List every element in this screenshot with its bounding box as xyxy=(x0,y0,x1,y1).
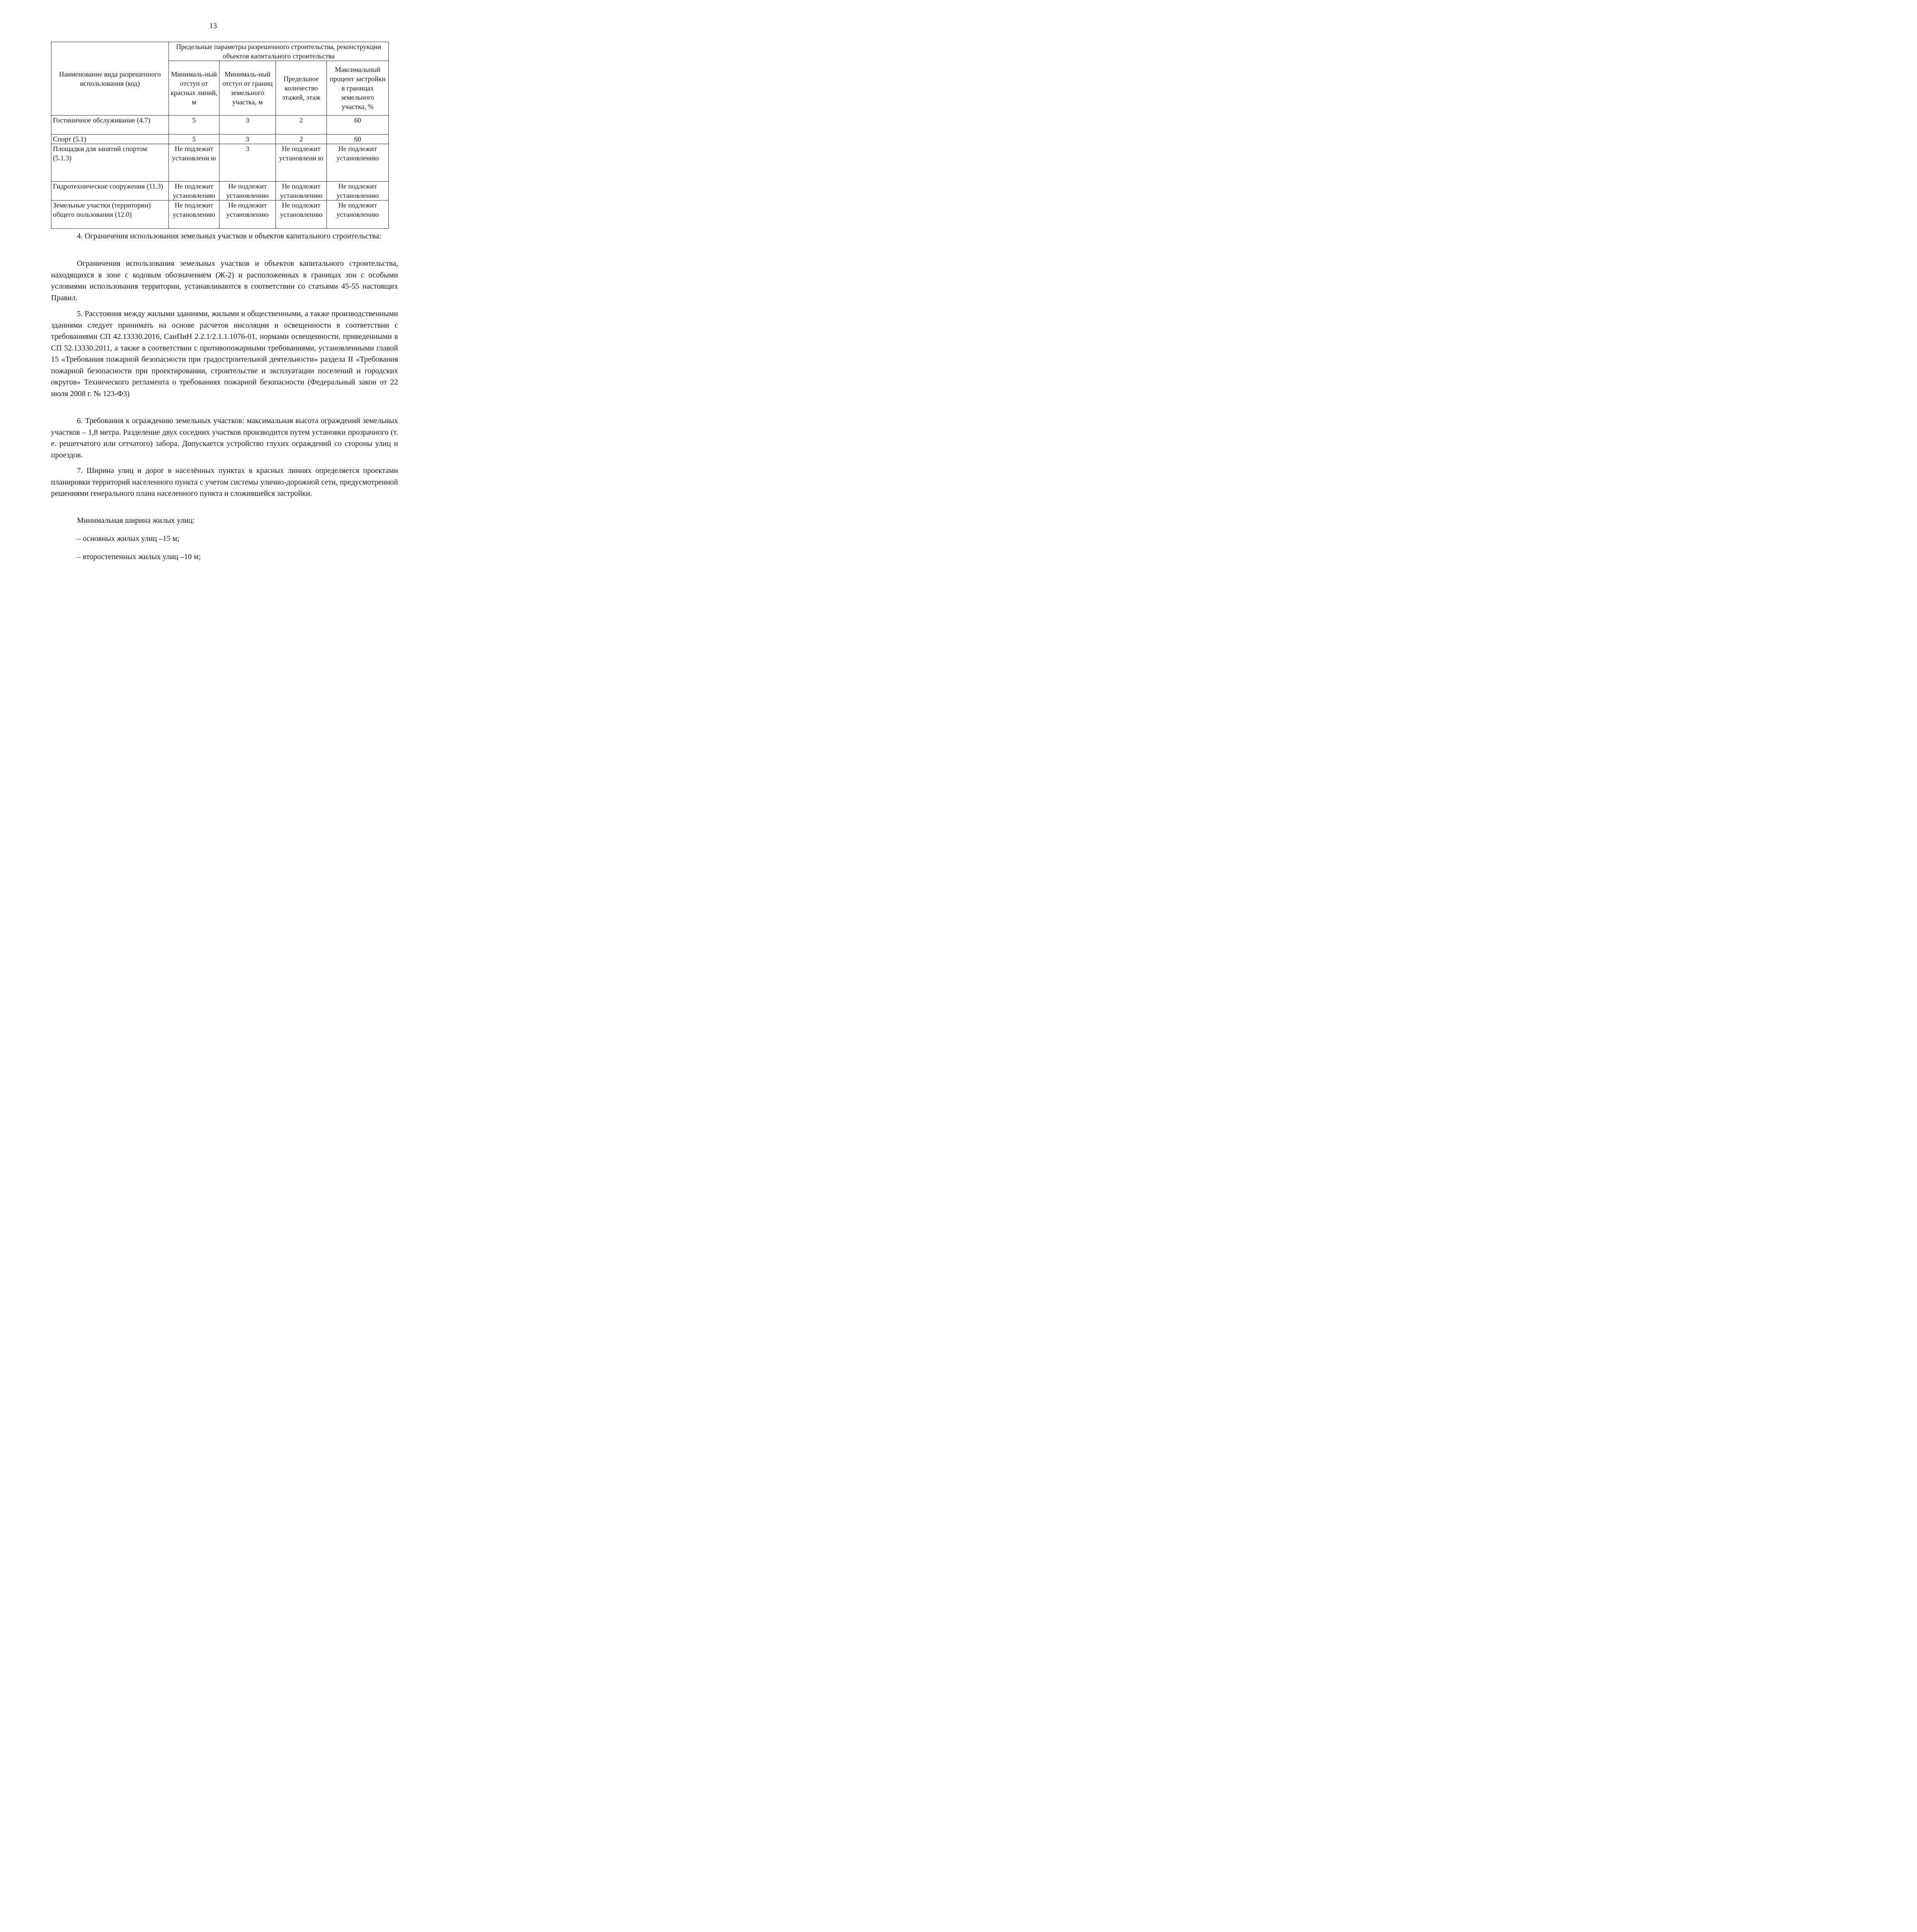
row-floors: Не подлежит установлению xyxy=(276,201,327,229)
min-width-title: Минимальная ширина жилых улиц: xyxy=(77,516,195,525)
table-row xyxy=(51,201,389,229)
row-red-line: Не подлежит установлению xyxy=(169,201,219,229)
list-item-main-streets: – основных жилых улиц –15 м; xyxy=(77,534,180,543)
table-row xyxy=(51,182,389,201)
header-boundary-setback: Минималь-ный отступ от границ земельного участка, м xyxy=(219,61,276,116)
row-floors: Не подлежит установлению xyxy=(276,182,327,201)
page-number: 13 xyxy=(209,22,217,30)
row-red-line: 5 xyxy=(169,116,219,134)
row-red-line: 5 xyxy=(169,134,219,144)
row-percent: Не подлежит установлению xyxy=(327,201,389,229)
row-percent: 60 xyxy=(327,134,389,144)
row-floors: Не подлежит установлени ю xyxy=(276,144,327,182)
table-header-row xyxy=(51,42,389,61)
row-boundary: 3 xyxy=(219,116,276,134)
header-usage-type: Наименование вида разрешенного использования (код) xyxy=(51,42,169,116)
row-percent: 60 xyxy=(327,116,389,134)
paragraph-4: 4. Ограничения использования земельных участков и объектов капитального строительства: xyxy=(77,232,381,240)
paragraph-6: 6. Требования к ограждению земельных участков: максимальная высота ограждений земельных участков – 1,8 метра. Разделение двух соседних участков производится путем установки прозрачного (т. е. решетчатого или сетчатого) забора. Допускается устройство глухих ограждений со стороны улиц и проездов. xyxy=(51,417,398,459)
row-percent: Не подлежит установлению xyxy=(327,144,389,182)
row-red-line: Не подлежит установлени ю xyxy=(169,144,219,182)
row-boundary: Не подлежит установлению xyxy=(219,182,276,201)
header-red-line-setback: Минималь-ный отступ от красных линий, м xyxy=(169,61,219,116)
list-item-secondary-streets: – второстепенных жилых улиц –10 м; xyxy=(77,553,201,561)
row-name: Спорт (5.1) xyxy=(51,134,169,144)
row-percent: Не подлежит установлению xyxy=(327,182,389,201)
table-row xyxy=(51,116,389,134)
paragraph-4-detail: Ограничения использования земельных участков и объектов капитального строительства, находящихся в зоне с кодовым обозначением (Ж-2) и расположенных в границах зон с особыми условиями использования территории, устанавливаются в соответствии со статьями 45-55 настоящих Правил. xyxy=(51,259,398,302)
row-boundary: 3 xyxy=(219,144,276,182)
header-floor-count: Предельное количество этажей, этаж xyxy=(276,61,327,116)
row-name: Площадки для занятий спортом (5.1.3) xyxy=(51,144,169,182)
row-name: Гостиничное обслуживание (4.7) xyxy=(51,116,169,134)
row-name: Гидротехнические сооружения (11.3) xyxy=(51,182,169,201)
row-floors: 2 xyxy=(276,134,327,144)
row-boundary: 3 xyxy=(219,134,276,144)
header-build-percent: Максимальный процент застройки в границах земельного участка, % xyxy=(327,61,389,116)
row-name: Земельные участки (территории) общего пользования (12.0) xyxy=(51,201,169,229)
table-row xyxy=(51,144,389,182)
paragraph-5: 5. Расстояния между жилыми зданиями, жилыми и общественными, а также производственными зданиями следует принимать на основе расчетов инсоляции и освещенности в соответствии с требованиями СП 42.13330.2016, СанПиН 2.2.1/2.1.1.1076-01, нормами освещенности, приведенными в СП 52.13330.2011, а также в соответствии с противопожарными требованиями, установленными главой 15 «Требования пожарной безопасности при градостроительной деятельности» раздела II «Требования пожарной безопасности при проектировании, строительстве и эксплуатации поселений и городских округов» Технического регламента о требованиях пожарной безопасности (Федеральный закон от 22 июля 2008 г. № 123-ФЗ) xyxy=(51,310,398,398)
table-row xyxy=(51,134,389,144)
row-boundary: Не подлежит установлению xyxy=(219,201,276,229)
header-limit-parameters: Предельные параметры разрешенного строительства, реконструкции объектов капитального строительства xyxy=(169,42,389,61)
row-floors: 2 xyxy=(276,116,327,134)
row-red-line: Не подлежит установлению xyxy=(169,182,219,201)
paragraph-7: 7. Ширина улиц и дорог в населённых пунктах в красных линиях определяется проектами планировки территорий населенного пункта с учетом системы улично-дорожной сети, предусмотренной решениями генерального плана населенного пункта и сложившейся застройки. xyxy=(51,466,398,498)
parameters-table xyxy=(51,42,389,229)
